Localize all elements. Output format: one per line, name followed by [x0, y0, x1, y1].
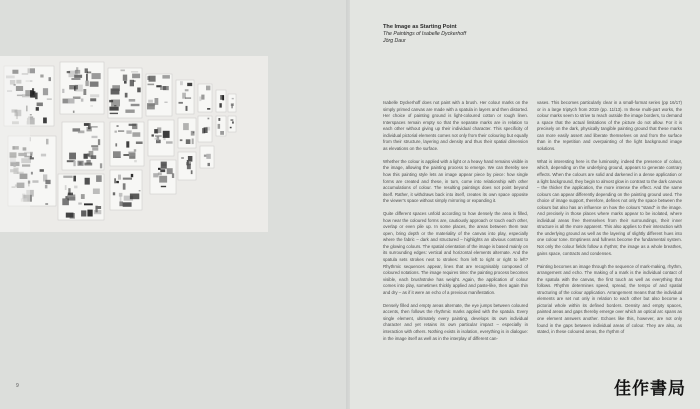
paragraph: Isabelle Dyckerhoff does not paint with a brush. Her colour marks on the simply primed canvas are made with a spatula in layers and then distorted. Her choice of painting ground is light-coloured cotton or rough linen. Interspaces remain empty so that the separate marks are in relation to each other without giving up their individual character. This specificity of individual pictorial elements comes not only from their colouring but equally from their structure, layering and density and thus their spatial dimension as elevations on the surface. [383, 100, 528, 151]
paint-mark [133, 80, 135, 82]
paint-mark [123, 75, 127, 81]
paragraph: Densely filled and empty areas alternate, the eye jumps between coloured accents, then follows the rhythmic marks applied with the spatula. Every single element, ultimately every painting, develops its own individual character and yet retains its own particular impact – especially in interaction with others. Nothing exists in isolation, everything is in dialogue: in the image itself as well as in the interplay of different can- [383, 302, 528, 341]
paint-mark [147, 103, 155, 109]
paint-mark [191, 170, 193, 174]
paint-mark [113, 192, 115, 195]
paragraph: What is interesting here is the luminosity, indeed the presence of colour, which, depending on the underlying ground, appears to generate contrary effects. When the colours are solid and darkened in a dense application or a light background, they begin to almost glow in contrast to the dark canvas – the thicker the application, the more intense the effect. And the same colours can appear differently depending on the painting ground used. The choice of image support, therefore, defines not only the space between the colours but also has an influence on how the colours "stand" in the image. And precisely in those places where marks appear to be isolated, where individual areas free themselves from their surroundings, their inner structure is all the more apparent. This also applies to their interaction with the underlying ground as well as the layering of slightly different hues into one colour tone. Emptiness and fullness become the fundamental system. Not only the colour fields follow a rhythm; the image as a whole breathes, gains space, contracts and condenses. [537, 158, 682, 256]
paint-mark [74, 186, 77, 189]
paint-mark [69, 153, 76, 160]
paint-mark [78, 161, 84, 166]
paint-mark [92, 73, 101, 79]
paint-mark [160, 169, 165, 172]
paint-mark [65, 185, 67, 190]
paint-mark [115, 143, 117, 146]
paint-mark [206, 86, 210, 91]
paint-mark [81, 210, 86, 216]
paint-mark [63, 176, 72, 178]
painting-canvas [228, 94, 236, 112]
paint-mark [187, 160, 189, 166]
paint-mark [62, 89, 64, 93]
paint-mark [139, 190, 141, 191]
paint-mark [191, 131, 195, 136]
paint-mark [87, 210, 92, 217]
paint-mark [98, 139, 100, 145]
paint-mark [81, 99, 84, 102]
paint-mark [192, 139, 194, 145]
paint-mark [180, 81, 183, 85]
paint-mark [186, 139, 191, 144]
paint-mark [201, 95, 204, 100]
paint-mark [81, 194, 85, 199]
paint-mark [119, 193, 123, 197]
paint-mark [37, 103, 43, 107]
paint-mark [86, 74, 88, 81]
paint-mark [118, 130, 124, 132]
paint-mark [149, 76, 156, 82]
paint-mark [35, 93, 38, 100]
paint-mark [78, 131, 85, 134]
paint-mark [90, 98, 96, 101]
paint-mark [88, 126, 97, 128]
paint-mark [100, 163, 102, 168]
paint-mark [123, 183, 126, 189]
paragraph: vases. This becomes particularly clear in a small-format series (pp 16/17) or in a large triptych from 2019 (pp. 11/13). In these multi-part works, the colour marks seem to strive to reach outside the image borders, to demand a space that the actual limitations of the picture do not allow. For it is precisely on the dark, physically tangible painting ground that these marks can more easily assert and liberate themselves on and from the surface than in the repetition and overpainting of the light background image solutions. [537, 100, 682, 151]
paint-mark [164, 102, 167, 103]
paragraph: Painting becomes an image through the sequence of mark-making, rhythm, arrangement and echo. The making of a mark is the individual contact of the spatula with the canvas, the first touch as well as everything that follows. Rhythm determines speed, spread, the tempo of and spatial structuring of the colour application. Arrangement means that the individual elements are set not only in relation to each other but also become a pictorial whole within its defined borders. Density and empty spaces, painted areas and gaps thereby emerge over which an optical arc spans as one element answers another. Echoes like this, however, are not only found in the gaps between individual areas of colour. They are also, as stated, in these coloured areas, the rhythm of [537, 263, 682, 335]
paint-mark [126, 130, 131, 133]
painting-canvas [148, 120, 174, 156]
paint-mark [167, 168, 173, 174]
paint-mark [132, 132, 140, 137]
paint-mark [159, 176, 167, 183]
paint-mark [113, 151, 121, 158]
paint-mark [67, 71, 70, 73]
paint-mark [36, 107, 39, 111]
paint-mark [218, 124, 221, 129]
paint-mark [125, 93, 128, 98]
paint-mark [32, 180, 38, 183]
paint-mark [199, 97, 201, 102]
paint-mark [183, 123, 189, 130]
paragraph: Whether the colour is applied with a light or a heavy hand remains visible in the image, allowing the painting process to emerge. We can thereby see how this painting style lets an image appear piece by piece: how single forms are created and these, in turn, come into relationship with other accumulations of colour. The resulting paintings does not point beyond itself. Rather, it withdraws back into itself, creates its own space opposite the viewer's space without simply mirroring or expanding it. [383, 158, 528, 204]
paint-mark [129, 99, 136, 102]
paint-mark [131, 174, 133, 177]
paint-mark [93, 189, 100, 195]
paint-mark [73, 161, 75, 167]
paint-mark [123, 178, 132, 180]
paint-mark [91, 155, 97, 159]
paint-mark [71, 78, 80, 79]
paint-mark [84, 203, 93, 205]
painting-canvas [228, 116, 236, 132]
paint-mark [155, 138, 159, 140]
paint-mark [161, 186, 166, 187]
paint-mark [30, 154, 32, 156]
paint-mark [91, 145, 98, 147]
paint-mark [84, 123, 89, 126]
paint-mark [181, 157, 184, 158]
paint-mark [207, 108, 210, 110]
article-heading [383, 24, 583, 45]
paint-mark [109, 107, 118, 111]
foreground-blur [0, 56, 30, 232]
paint-mark [232, 98, 234, 99]
paint-mark [232, 121, 234, 123]
paint-mark [186, 106, 188, 111]
paint-mark [158, 168, 161, 170]
paint-mark [166, 141, 173, 143]
paint-mark [114, 178, 116, 183]
paint-mark [66, 213, 74, 218]
paint-mark [123, 202, 132, 207]
paint-mark [148, 100, 153, 103]
paint-mark [123, 154, 128, 156]
paint-mark [85, 81, 88, 87]
paint-mark [43, 88, 48, 95]
paint-mark [73, 176, 76, 182]
paint-mark [126, 141, 129, 147]
paint-mark [136, 142, 143, 145]
article-subtitle: The Paintings of Isabelle Dyckerhoff [383, 31, 467, 37]
paint-mark [87, 154, 90, 157]
paint-mark [119, 202, 123, 207]
paint-mark [132, 74, 140, 79]
paint-mark [206, 154, 211, 159]
paint-mark [130, 194, 139, 200]
paint-mark [131, 71, 138, 72]
paint-mark [148, 84, 155, 86]
paint-mark [92, 136, 98, 138]
paint-mark [40, 75, 43, 78]
paint-mark [49, 77, 52, 81]
paint-mark [121, 70, 125, 72]
paint-mark [45, 180, 50, 184]
paint-mark [152, 134, 154, 136]
paint-mark [124, 81, 127, 84]
paint-mark [163, 131, 170, 138]
paint-mark [204, 127, 208, 133]
paint-mark [208, 163, 211, 166]
paint-mark [179, 102, 183, 104]
paint-mark [78, 203, 82, 205]
paint-mark [65, 196, 67, 199]
paint-mark [131, 104, 140, 106]
paint-mark [73, 111, 75, 113]
paint-mark [208, 118, 210, 120]
article-title: The Image as Starting Point [383, 24, 457, 30]
paint-mark [45, 185, 48, 189]
paint-mark [162, 75, 170, 79]
paint-mark [43, 118, 47, 124]
paint-mark [112, 85, 120, 91]
text-column-2 [537, 100, 682, 342]
page-number-left: 9 [16, 383, 19, 389]
paint-mark [41, 154, 46, 157]
paint-mark [219, 103, 221, 107]
paint-mark [129, 124, 137, 126]
paint-mark [185, 89, 189, 91]
article-author: Jörg Daur [383, 38, 406, 44]
paint-mark [87, 72, 91, 74]
paint-mark [92, 147, 98, 150]
paint-mark [187, 83, 192, 86]
painting-canvas [216, 90, 226, 112]
paint-mark [86, 160, 90, 164]
paint-mark [90, 105, 93, 106]
painting-photo-image [0, 56, 268, 232]
paint-mark [180, 139, 183, 141]
paint-mark [90, 82, 99, 87]
paint-mark [218, 118, 220, 121]
paint-mark [128, 152, 135, 157]
paint-mark [161, 162, 167, 169]
paint-mark [118, 175, 121, 180]
paint-mark [116, 181, 119, 183]
paint-mark [95, 206, 97, 213]
paint-mark [230, 127, 232, 129]
paint-mark [220, 95, 224, 100]
paint-mark [153, 173, 158, 177]
paint-mark [67, 195, 75, 201]
paragraph: Quite different spaces unfold according to how densely the area is filled, how near the coloured forms are, cautiously approach or touch each other, overlap or even pile up. In some places, the areas between them tear open, bring depth or the materiality of the canvas into play, especially where the fabric – dark and structured – highlights an obvious contrast to the glowing colours. The spatial orientation of the image is based mainly on its surrounding edges: vertical and horizontal elements alternate. And the spatula sets strokes next to strokes: from left to right or right to left? Rhythmic sequences appear, lines that are recognisably composed of coloured notations. The image requires time: the painting process becomes visible, each brushstroke has weight. Again, the application of colour comes into play, sometimes thickly applied and paste-like, then again thin and dry – as if it were an echo of a previous manifestation. [383, 211, 528, 295]
text-column-1 [383, 100, 528, 349]
paint-mark [163, 86, 169, 90]
paint-mark [185, 97, 191, 98]
paint-mark [157, 127, 161, 133]
paint-mark [134, 149, 136, 151]
paint-mark [231, 103, 234, 106]
paint-mark [125, 110, 134, 113]
paint-mark [47, 98, 52, 100]
publisher-watermark: 佳作書局 [614, 379, 686, 399]
paint-mark [69, 85, 78, 89]
paint-mark [90, 94, 99, 97]
paint-mark [74, 75, 82, 78]
paint-mark [117, 125, 119, 127]
paint-mark [109, 100, 113, 102]
paint-mark [40, 169, 44, 172]
paint-mark [134, 160, 137, 162]
paint-mark [155, 98, 159, 105]
paint-mark [45, 203, 48, 204]
paint-mark [46, 139, 49, 145]
paint-mark [115, 131, 117, 133]
paint-mark [75, 70, 80, 74]
painting-photo [0, 56, 268, 232]
paint-mark [231, 119, 234, 121]
paint-mark [83, 89, 86, 95]
paint-mark [68, 98, 75, 103]
paint-mark [137, 88, 141, 93]
paint-mark [85, 178, 90, 185]
paint-mark [110, 113, 118, 114]
paint-mark [96, 175, 102, 182]
paint-mark [220, 131, 224, 135]
paint-mark [31, 172, 33, 175]
